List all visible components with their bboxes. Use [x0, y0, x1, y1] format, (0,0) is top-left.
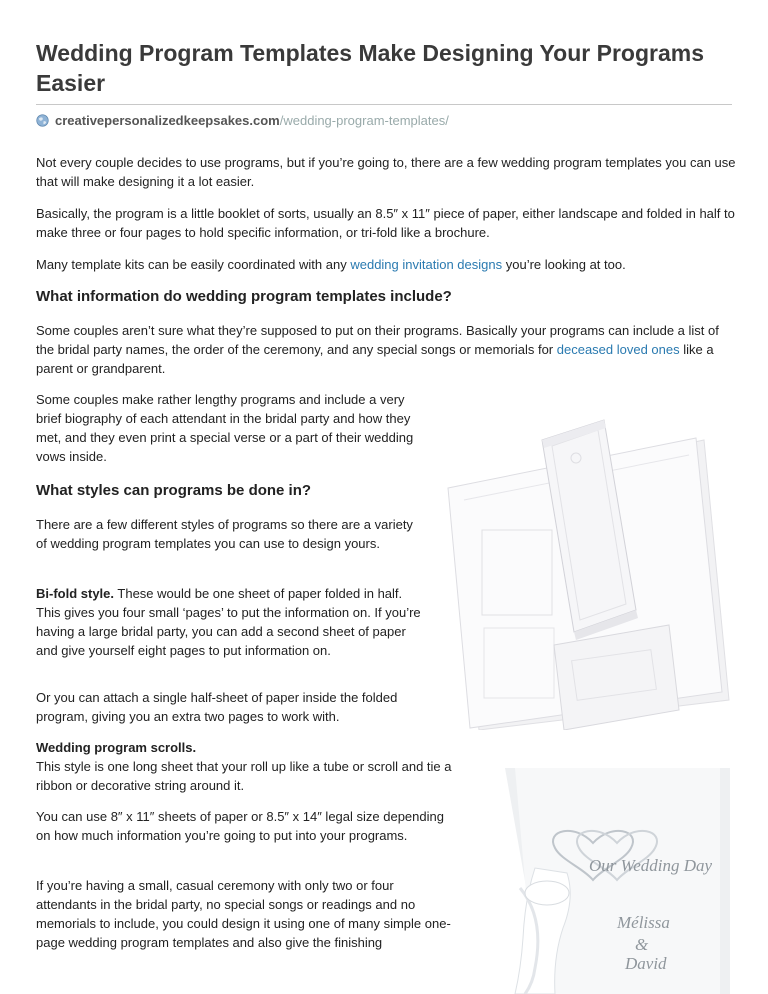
page-title: Wedding Program Templates Make Designing Your Programs Easier — [36, 40, 704, 96]
scrolls-label: Wedding program scrolls. — [36, 740, 197, 755]
program-heading: Our Wedding Day — [589, 856, 713, 875]
paragraph-template-kits: Many template kits can be easily coordinated with any wedding invitation designs you’re looking at too. — [36, 257, 626, 272]
globe-icon — [36, 114, 49, 127]
source-path[interactable]: /wedding-program-templates/ — [279, 113, 449, 128]
paragraph-lengthy-programs: Some couples make rather lengthy programs and include a very brief biography of each attendant in the bridal party and how they met, and they even print a special verse or a part of their wedding vows inside. — [36, 392, 414, 464]
paragraph-scrolls: Wedding program scrolls. This style is one long sheet that your roll up like a tube or scroll and tie a ribbon or decorative string around it. — [36, 740, 452, 793]
paragraph-program-contents: Some couples aren’t sure what they’re supposed to put on their programs. Basically your programs can include a list of the bridal party names, the order of the ceremony, and any special songs or memorials for deceased loved ones like a parent or grandparent. — [36, 323, 719, 376]
program-ampersand: & — [635, 935, 649, 954]
paragraph-one-page: If you’re having a small, casual ceremony with only two or four attendants in the bridal party, no special songs or readings and no memorials to include, you could design it using one of many simple one-page wedding program templates and also give the finishing — [36, 878, 451, 950]
wedding-day-program-photo — [505, 768, 730, 994]
heading-styles: What styles can programs be done in? — [36, 482, 312, 499]
bifold-label: Bi-fold style. — [36, 586, 115, 601]
paragraph-bifold: Bi-fold style. These would be one sheet of paper folded in half. This gives you four small ‘pages’ to put the information on. If you’re having a large bridal party, you can add a second sheet of paper and give yourself eight pages to put information on. — [36, 586, 421, 658]
paragraph-booklet: Basically, the program is a little booklet of sorts, usually an 8.5″ x 11″ piece of paper, either landscape and folded in half to make three or four pages to hold specific information, or tri-fold like a brochure. — [36, 206, 735, 240]
title-divider — [36, 104, 732, 105]
paragraph-paper-sizes: You can use 8″ x 11″ sheets of paper or 8.5″ x 14″ legal size depending on how much information you’re going to put into your programs. — [36, 809, 444, 843]
source-domain[interactable]: creativepersonalizedkeepsakes.com — [55, 113, 280, 128]
program-templates-photo — [434, 400, 734, 730]
program-name-2: David — [625, 954, 667, 973]
wedding-invitation-designs-link[interactable]: wedding invitation designs — [350, 257, 503, 272]
paragraph-intro: Not every couple decides to use programs, but if you’re going to, there are a few wedding program templates you can use that will make designing it a lot easier. — [36, 155, 736, 189]
paragraph-half-sheet: Or you can attach a single half-sheet of paper inside the folded program, giving you an extra two pages to work with. — [36, 690, 398, 724]
heading-information: What information do wedding program templates include? — [36, 288, 452, 305]
source-link[interactable] — [36, 112, 449, 130]
program-name-1: Mélissa — [617, 913, 670, 932]
deceased-loved-ones-link[interactable]: deceased loved ones — [556, 342, 680, 357]
paragraph-styles-intro: There are a few different styles of programs so there are a variety of wedding program templates you can use to design yours. — [36, 517, 413, 551]
